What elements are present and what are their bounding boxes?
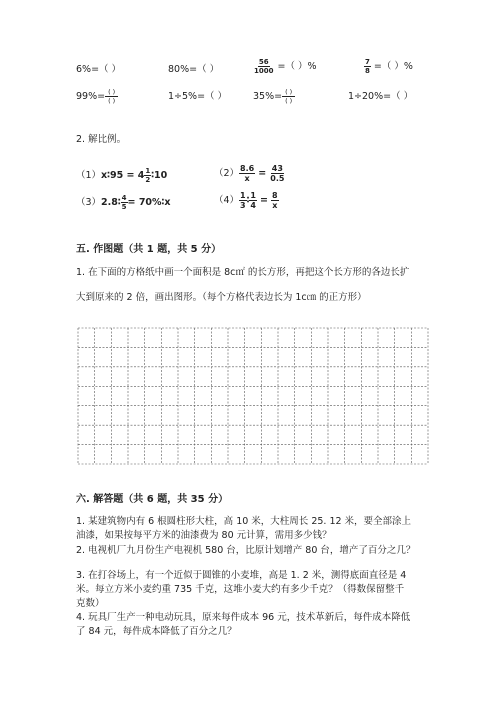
section6-q1-line2: 油漆，如果按每平方米的油漆费为 80 元计算，需用多少钱？ xyxy=(76,530,332,541)
fraction: $\frac{56}{1000}$ xyxy=(254,58,274,75)
calc-r2-c2: 1÷5%=（ ） xyxy=(168,91,228,102)
calc-r1-c4: $\frac{7}{8}$ =（ ）% xyxy=(365,58,413,75)
calc-r1-c1: 6%=（ ） xyxy=(76,64,122,75)
calc-r2-c3: 35%= $\frac{( )}{( )}$ xyxy=(253,88,295,105)
section6-q4-line1: 4. 玩具厂生产一种电动玩具，原来每件成本 96 元，技术革新后，每件成本降低 xyxy=(76,612,411,623)
fraction: $\frac{7}{8}$ xyxy=(365,58,370,75)
proportion-4: （4） $\frac{1}{3}$ ∶ $\frac{1}{4}$ = $\frac{8}{x}$ xyxy=(214,191,278,210)
section6-q3-line2: 米。每立方米小麦约重 735 千克，这堆小麦大约有多少千克？（得数保留整千 xyxy=(76,584,405,595)
section6-q4-line2: 了 84 元，每件成本降低了百分之几？ xyxy=(76,626,237,637)
section5-q1-line2: 大到原来的 2 倍，画出图形。（每个方格代表边长为 1c㎝ 的正方形） xyxy=(76,292,367,303)
section6-q3-line1: 3. 在打谷场上，有一个近似于圆锥的小麦堆，高是 1. 2 米，测得底面直径是 4 xyxy=(76,570,407,581)
fraction: $\frac{4}{5}$ xyxy=(121,194,127,211)
fraction: $\frac{43}{0.5}$ xyxy=(270,164,285,183)
blank-fraction: $\frac{( )}{( )}$ xyxy=(105,88,118,105)
section6-q2-line1: 2. 电视机厂九月份生产电视机 580 台，比原计划增产 80 台，增产了百分之几？ xyxy=(76,545,416,556)
proportion-title: 2. 解比例。 xyxy=(76,134,127,145)
fraction: $\frac{1}{4}$ xyxy=(250,191,256,210)
calc-r2-c4: 1÷20%=（ ） xyxy=(348,91,414,102)
section6-q1-line1: 1. 某建筑物内有 6 根圆柱形大柱，高 10 米，大柱周长 25. 12 米，要全部涂上 xyxy=(76,516,412,527)
section5-q1-line1: 1. 在下面的方格纸中画一个面积是 8c㎡ 的长方形，再把这个长方形的各边长扩 xyxy=(76,267,410,278)
fraction: $\frac{8}{x}$ xyxy=(272,191,278,210)
section6-q3-line3: 克数） xyxy=(76,598,105,609)
proportion-1: （1）x∶95 = 4 $\frac{1}{2}$ ∶10 xyxy=(76,167,168,184)
proportion-3: （3）2.8∶ $\frac{4}{5}$ = 70%∶x xyxy=(76,194,171,211)
calc-r2-c1: 99%= $\frac{( )}{( )}$ xyxy=(76,88,118,105)
calc-r1-c2: 80%=（ ） xyxy=(168,64,220,75)
calc-r1-c3: $\frac{56}{1000}$ =（ ）% xyxy=(254,58,317,75)
proportion-2: （2） $\frac{8.6}{x}$ = $\frac{43}{0.5}$ xyxy=(214,164,285,183)
fraction: $\frac{1}{3}$ xyxy=(240,191,246,210)
grid-paper[interactable] xyxy=(77,327,429,465)
section6-heading: 六. 解答题（共 6 题，共 35 分） xyxy=(76,494,229,505)
fraction: $\frac{1}{2}$ xyxy=(145,167,151,184)
fraction: $\frac{8.6}{x}$ xyxy=(240,164,255,183)
section5-heading: 五. 作图题（共 1 题，共 5 分） xyxy=(76,244,222,255)
blank-fraction: $\frac{( )}{( )}$ xyxy=(282,88,295,105)
